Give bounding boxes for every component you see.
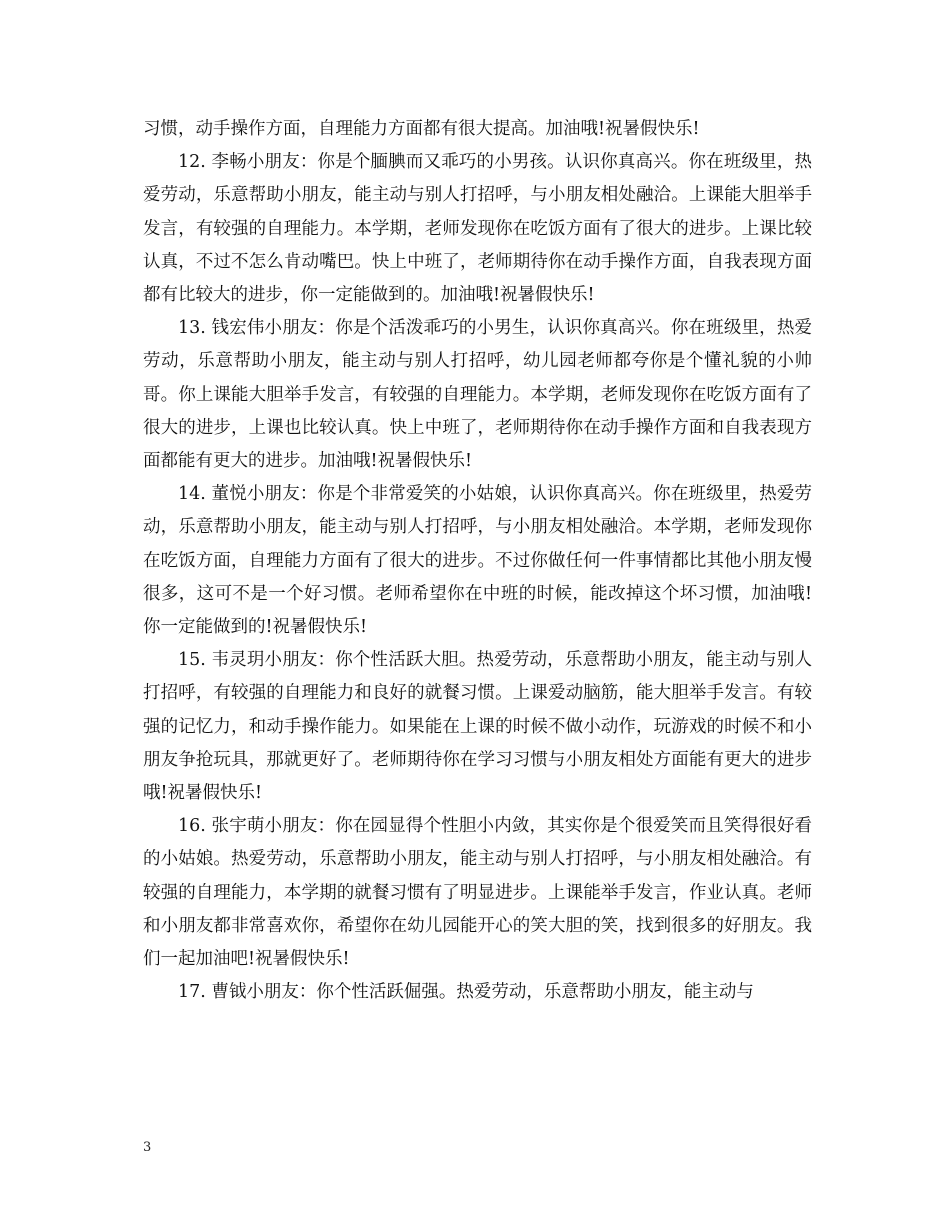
document-body (143, 113, 812, 1009)
paragraph-item-15: 15. 韦灵玥小朋友：你个性活跃大胆。热爱劳动，乐意帮助小朋友，能主动与别人打招呼，有较强的自理能力和良好的就餐习惯。上课爱动脑筋，能大胆举手发言。有较强的记忆力，和动手操作能力。如果能在上课的时候不做小动作，玩游戏的时候不和小朋友争抢玩具，那就更好了。老师期待你在学习习惯与小朋友相处方面能有更大的进步哦!祝暑假快乐! (143, 650, 812, 804)
paragraph-item-17: 17. 曹钺小朋友：你个性活跃倔强。热爱劳动，乐意帮助小朋友，能主动与 (178, 982, 754, 1003)
paragraph-item-16: 16. 张宇萌小朋友：你在园显得个性胆小内敛，其实你是个很爱笑而且笑得很好看的小姑娘。热爱劳动，乐意帮助小朋友，能主动与别人打招呼，与小朋友相处融洽。有较强的自理能力，本学期的就餐习惯有了明显进步。上课能举手发言，作业认真。老师和小朋友都非常喜欢你，希望你在幼儿园能开心的笑大胆的笑，找到很多的好朋友。我们一起加油吧!祝暑假快乐! (143, 816, 812, 970)
page-number: 3 (143, 1140, 152, 1155)
paragraph-continuation: 习惯，动手操作方面，自理能力方面都有很大提高。加油哦!祝暑假快乐! (143, 119, 700, 139)
paragraph-item-14: 14. 董悦小朋友：你是个非常爱笑的小姑娘，认识你真高兴。你在班级里，热爱劳动，乐意帮助小朋友，能主动与别人打招呼，与小朋友相处融洽。本学期，老师发现你在吃饭方面，自理能力方面有了很大的进步。不过你做任何一件事情都比其他小朋友慢很多，这可不是一个好习惯。老师希望你在中班的时候，能改掉这个坏习惯，加油哦!你一定能做到的!祝暑假快乐! (143, 484, 812, 638)
paragraph-item-13: 13. 钱宏伟小朋友：你是个活泼乖巧的小男生，认识你真高兴。你在班级里，热爱劳动，乐意帮助小朋友，能主动与别人打招呼，幼儿园老师都夸你是个懂礼貌的小帅哥。你上课能大胆举手发言，有较强的自理能力。本学期，老师发现你在吃饭方面有了很大的进步，上课也比较认真。快上中班了，老师期待你在动手操作方面和自我表现方面都能有更大的进步。加油哦!祝暑假快乐! (143, 318, 812, 472)
paragraph-item-12: 12. 李畅小朋友：你是个腼腆而又乖巧的小男孩。认识你真高兴。你在班级里，热爱劳动，乐意帮助小朋友，能主动与别人打招呼，与小朋友相处融洽。上课能大胆举手发言，有较强的自理能力。本学期，老师发现你在吃饭方面有了很大的进步。上课比较认真，不过不怎么肯动嘴巴。快上中班了，老师期待你在动手操作方面，自我表现方面都有比较大的进步，你一定能做到的。加油哦!祝暑假快乐! (143, 152, 812, 306)
